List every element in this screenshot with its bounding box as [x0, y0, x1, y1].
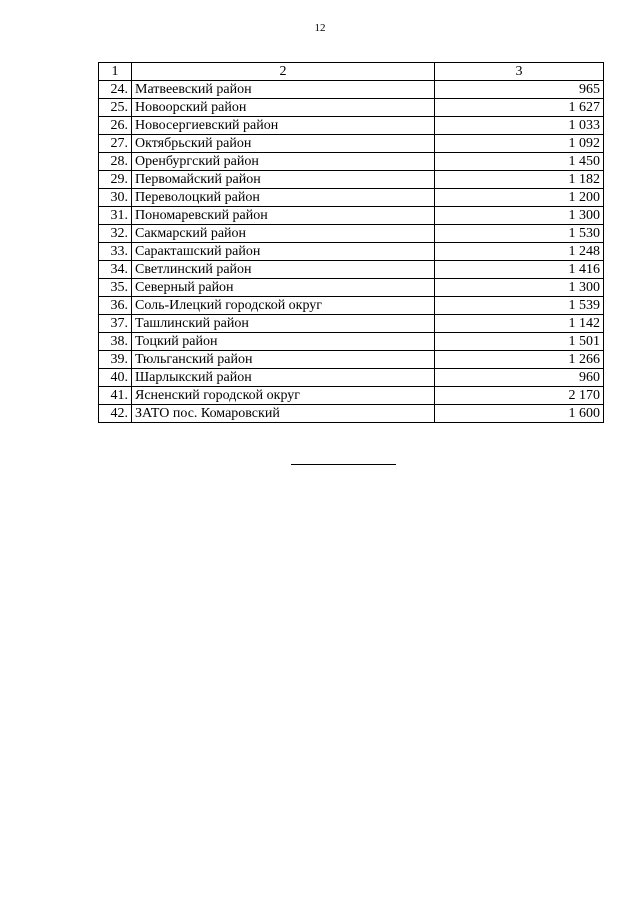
table-row: [99, 279, 604, 297]
table-row: [99, 387, 604, 405]
end-of-table-rule: [291, 464, 396, 465]
table-row: [99, 369, 604, 387]
row-value: 1 450: [435, 153, 604, 171]
row-value: 1 501: [435, 333, 604, 351]
row-number: 34.: [99, 261, 132, 279]
row-value: 1 092: [435, 135, 604, 153]
row-name: Тюльганский район: [132, 351, 435, 369]
table-row: [99, 315, 604, 333]
row-name: Переволоцкий район: [132, 189, 435, 207]
row-name: Ясненский городской округ: [132, 387, 435, 405]
row-number: 27.: [99, 135, 132, 153]
row-value: 1 530: [435, 225, 604, 243]
row-value: 965: [435, 81, 604, 99]
row-value: 2 170: [435, 387, 604, 405]
row-name: Оренбургский район: [132, 153, 435, 171]
table-header-row: [99, 63, 604, 81]
row-number: 35.: [99, 279, 132, 297]
row-number: 24.: [99, 81, 132, 99]
row-number: 29.: [99, 171, 132, 189]
row-number: 28.: [99, 153, 132, 171]
row-name: Сакмарский район: [132, 225, 435, 243]
row-number: 33.: [99, 243, 132, 261]
row-value: 1 033: [435, 117, 604, 135]
row-name: Пономаревский район: [132, 207, 435, 225]
table-row: [99, 243, 604, 261]
row-value: 1 539: [435, 297, 604, 315]
row-number: 36.: [99, 297, 132, 315]
row-name: Матвеевский район: [132, 81, 435, 99]
table-row: [99, 99, 604, 117]
table-row: [99, 207, 604, 225]
column-header-name: 2: [132, 63, 435, 81]
table-row: [99, 135, 604, 153]
table-row: [99, 351, 604, 369]
row-value: 1 266: [435, 351, 604, 369]
table-row: [99, 171, 604, 189]
row-number: 42.: [99, 405, 132, 423]
row-number: 38.: [99, 333, 132, 351]
table-row: [99, 189, 604, 207]
row-name: Соль-Илецкий городской округ: [132, 297, 435, 315]
row-value: 1 200: [435, 189, 604, 207]
row-name: Светлинский район: [132, 261, 435, 279]
row-value: 1 600: [435, 405, 604, 423]
column-header-number: 1: [99, 63, 132, 81]
table-row: [99, 261, 604, 279]
row-value: 1 300: [435, 207, 604, 225]
row-name: Новоорский район: [132, 99, 435, 117]
row-value: 1 182: [435, 171, 604, 189]
table-row: [99, 153, 604, 171]
data-table: [98, 62, 604, 423]
table-row: [99, 117, 604, 135]
table-row: [99, 81, 604, 99]
row-number: 40.: [99, 369, 132, 387]
row-value: 1 142: [435, 315, 604, 333]
row-number: 30.: [99, 189, 132, 207]
table-row: [99, 297, 604, 315]
row-name: Саракташский район: [132, 243, 435, 261]
row-number: 26.: [99, 117, 132, 135]
row-name: Первомайский район: [132, 171, 435, 189]
row-name: Ташлинский район: [132, 315, 435, 333]
row-number: 41.: [99, 387, 132, 405]
table-row: [99, 225, 604, 243]
row-value: 960: [435, 369, 604, 387]
row-number: 32.: [99, 225, 132, 243]
row-number: 37.: [99, 315, 132, 333]
row-value: 1 416: [435, 261, 604, 279]
row-name: Шарлыкский район: [132, 369, 435, 387]
column-header-value: 3: [435, 63, 604, 81]
row-name: Северный район: [132, 279, 435, 297]
row-number: 39.: [99, 351, 132, 369]
page-number: 12: [314, 22, 326, 34]
row-name: ЗАТО пос. Комаровский: [132, 405, 435, 423]
row-name: Тоцкий район: [132, 333, 435, 351]
row-name: Октябрьский район: [132, 135, 435, 153]
row-number: 31.: [99, 207, 132, 225]
row-value: 1 248: [435, 243, 604, 261]
row-number: 25.: [99, 99, 132, 117]
table-row: [99, 405, 604, 423]
table-row: [99, 333, 604, 351]
row-value: 1 300: [435, 279, 604, 297]
row-name: Новосергиевский район: [132, 117, 435, 135]
row-value: 1 627: [435, 99, 604, 117]
